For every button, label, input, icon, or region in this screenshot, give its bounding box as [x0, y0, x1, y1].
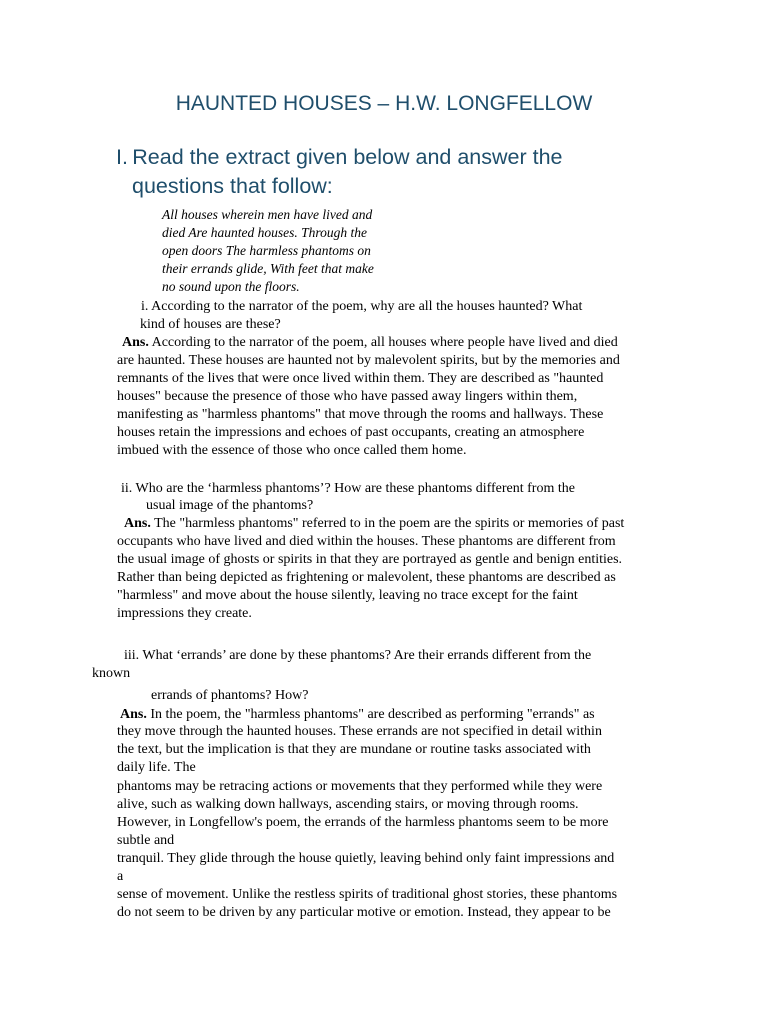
section-heading-line-2: questions that follow: [132, 174, 333, 198]
answer-line: subtle and [117, 833, 175, 848]
answer-label: Ans. [120, 707, 147, 722]
answer-line: Rather than being depicted as frightening or malevolent, these phantoms are described as [117, 570, 616, 585]
answer-label: Ans. [124, 516, 151, 531]
answer-line: do not seem to be driven by any particular motive or emotion. Instead, they appear to be [117, 905, 611, 920]
answer-line: remnants of the lives that were once lived within them. They are described as "haunted [117, 371, 604, 386]
answer-line: "harmless" and move about the house silently, leaving no trace except for the faint [117, 588, 578, 603]
answer-line: they move through the haunted houses. These errands are not specified in detail within [117, 724, 602, 739]
answer-text: The "harmless phantoms" referred to in the poem are the spirits or memories of past [150, 516, 625, 531]
answer-line: alive, such as walking down hallways, ascending stairs, or moving through rooms. [117, 797, 579, 812]
answer-line: the usual image of ghosts or spirits in that they are portrayed as gentle and benign entities. [117, 552, 623, 567]
section-heading-line-1: I. Read the extract given below and answer the [116, 145, 563, 169]
answer-first-line [120, 706, 595, 724]
answer-line: occupants who have lived and died within the houses. These phantoms are different from [117, 534, 616, 549]
answer-label: Ans. [122, 335, 149, 350]
answer-line: tranquil. They glide through the house quietly, leaving behind only faint impressions and [117, 851, 615, 866]
answer-line: manifesting as "harmless phantoms" that move through the rooms and hallways. These [117, 407, 604, 422]
extract-line: open doors The harmless phantoms on [162, 243, 371, 258]
question-line: known [92, 666, 131, 681]
question-line: i. According to the narrator of the poem, why are all the houses haunted? What [141, 299, 583, 314]
answer-text: In the poem, the "harmless phantoms" are described as performing "errands" as [146, 707, 595, 722]
extract-line: died Are haunted houses. Through the [162, 225, 367, 240]
answer-line: are haunted. These houses are haunted not by malevolent spirits, but by the memories and [117, 353, 620, 368]
answer-line: the text, but the implication is that they are mundane or routine tasks associated with [117, 742, 591, 757]
question-line: errands of phantoms? How? [151, 688, 309, 703]
answer-line: houses" because the presence of those who have passed away lingers within them, [117, 389, 578, 404]
question-line: ii. Who are the ‘harmless phantoms’? How are these phantoms different from the [121, 481, 575, 496]
question-line: usual image of the phantoms? [146, 498, 314, 513]
answer-line: imbued with the essence of those who once called them home. [117, 443, 467, 458]
answer-line: daily life. The [117, 760, 196, 775]
answer-line: However, in Longfellow's poem, the errands of the harmless phantoms seem to be more [117, 815, 609, 830]
answer-line: phantoms may be retracing actions or movements that they performed while they were [117, 779, 603, 794]
answer-line: sense of movement. Unlike the restless spirits of traditional ghost stories, these phantoms [117, 887, 618, 902]
page-title: HAUNTED HOUSES – H.W. LONGFELLOW [175, 92, 593, 115]
answer-line: houses retain the impressions and echoes of past occupants, creating an atmosphere [117, 425, 585, 440]
extract-line: no sound upon the floors. [162, 279, 300, 294]
answer-line: a [117, 869, 124, 884]
answer-line: impressions they create. [117, 606, 252, 621]
answer-first-line [122, 334, 618, 352]
question-line: iii. What ‘errands’ are done by these phantoms? Are their errands different from the [124, 648, 592, 663]
extract-line: their errands glide, With feet that make [162, 261, 374, 276]
question-line: kind of houses are these? [140, 317, 281, 332]
answer-text: According to the narrator of the poem, all houses where people have lived and died [148, 335, 618, 350]
answer-first-line [124, 515, 624, 533]
extract-line: All houses wherein men have lived and [162, 207, 373, 222]
